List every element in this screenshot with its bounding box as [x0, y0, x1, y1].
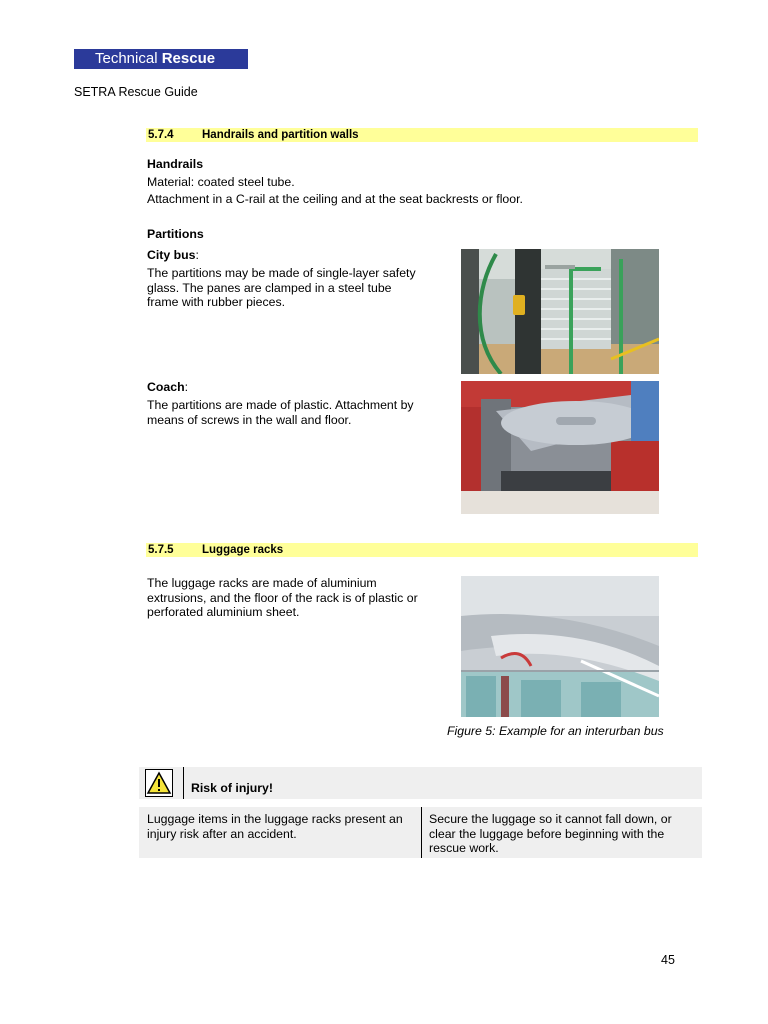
luggage-racks-text: The luggage racks are made of aluminium extrusions, and the floor of the rack is of plastic or perforated aluminium sheet.: [147, 576, 418, 619]
guide-title: SETRA Rescue Guide: [74, 85, 198, 99]
warning-triangle-icon: [145, 769, 173, 797]
warning-header: [139, 767, 702, 799]
partitions-heading: Partitions: [147, 227, 204, 241]
handrails-heading: Handrails: [147, 157, 204, 171]
city-bus-partition-photo: [461, 249, 659, 374]
section-574-title: Handrails and partition walls: [202, 129, 359, 141]
coach-text: The partitions are made of plastic. Attachment by means of screws in the wall and floor.: [147, 398, 414, 427]
warning-detail-row: [139, 807, 702, 858]
warning-title: Risk of injury!: [191, 781, 273, 795]
city-bus-label: City bus: [147, 248, 196, 262]
handrails-material: Material: coated steel tube.: [147, 175, 295, 189]
city-bus-label-line: City bus:: [147, 248, 199, 262]
handrails-attachment: Attachment in a C-rail at the ceiling and at the seat backrests or floor.: [147, 192, 523, 206]
warning-column-divider: [421, 807, 422, 858]
section-575-number: 5.7.5: [148, 544, 174, 556]
warning-risk-text: Luggage items in the luggage racks present an injury risk after an accident.: [147, 812, 403, 841]
brand-banner: [74, 49, 248, 69]
warning-action-text: Secure the luggage so it cannot fall down, or clear the luggage before beginning with the rescue work.: [429, 812, 672, 855]
coach-label: Coach: [147, 380, 185, 394]
page-number: 45: [661, 953, 675, 967]
warning-divider: [183, 767, 184, 799]
figure-caption: Figure 5: Example for an interurban bus: [447, 724, 664, 738]
section-574-heading: [146, 128, 698, 142]
coach-partition-photo: [461, 381, 659, 514]
brand-bold-text: Rescue: [161, 50, 216, 67]
section-575-title: Luggage racks: [202, 544, 284, 556]
luggage-rack-photo: [461, 576, 659, 717]
section-574-number: 5.7.4: [148, 129, 174, 141]
coach-label-line: Coach:: [147, 380, 189, 394]
city-bus-text: The partitions may be made of single-layer safety glass. The panes are clamped in a steel tube frame with rubber pieces.: [147, 266, 416, 309]
brand-light-text: Technical: [95, 50, 158, 67]
section-575-heading: [146, 543, 698, 557]
